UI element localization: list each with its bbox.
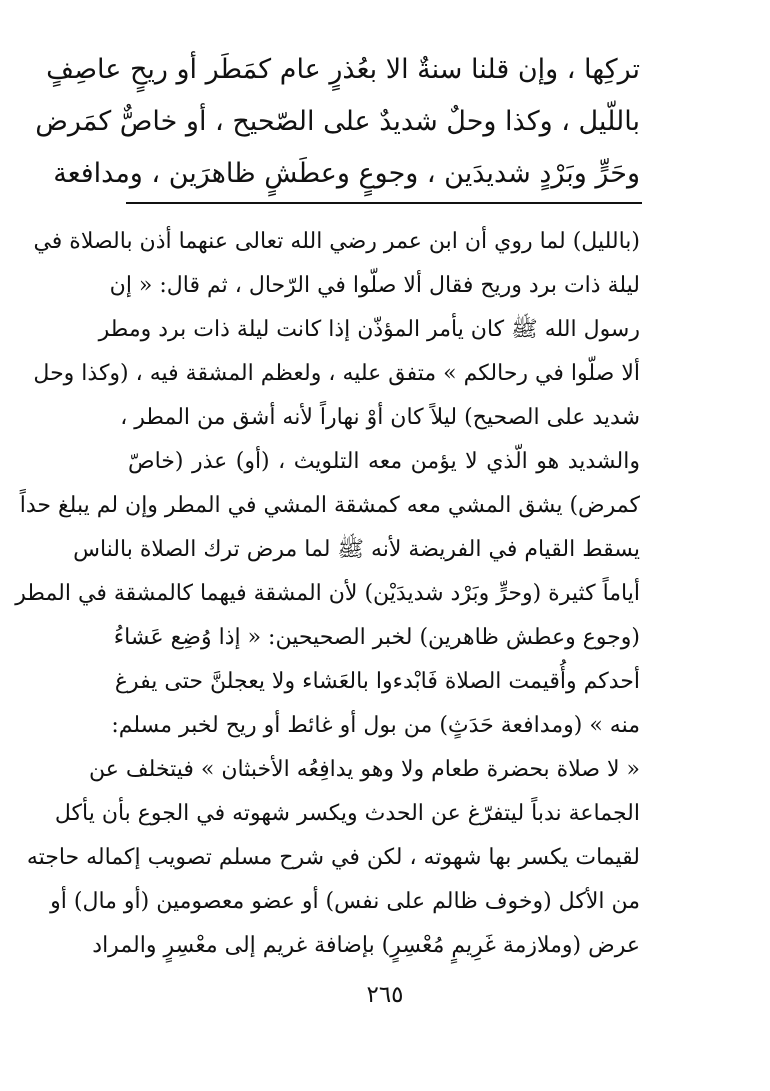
main-text-line: وحَرٍّ وبَرْدٍ شديدَين ، وجوعٍ وعطَشٍ ظاهرَين ، ومدافعة xyxy=(53,158,640,189)
commentary-line: عرض (وملازمة غَرِيمٍ مُعْسِرٍ) بإضافة غريم إلى معْسِرٍ والمراد xyxy=(92,933,640,958)
commentary-line: الجماعة ندباً ليتفرّغ عن الحدث ويكسر شهوته في الجوع بأن يأكل xyxy=(54,801,640,826)
commentary-line: ألا صلّوا في رحالكم » متفق عليه ، ولعظم المشقة فيه ، (وكذا وحل xyxy=(33,361,640,386)
commentary-line: أياماً كثيرة (وحرٍّ وبَرْد شديدَيْن) لأن المشقة فيهما كالمشقة في المطر xyxy=(15,581,640,606)
commentary-line: شديد على الصحيح) ليلاً كان أوْ نهاراً لأنه أشق من المطر ، xyxy=(120,405,640,430)
commentary-line: من الأكل (وخوف ظالم على نفس) أو عضو معصومين (أو مال) أو xyxy=(50,889,640,914)
commentary-line: (بالليل) لما روي أن ابن عمر رضي الله تعالى عنهما أذن بالصلاة في xyxy=(33,229,640,254)
commentary-line: رسول الله ﷺ كان يأمر المؤذّن إذا كانت ليلة ذات برد ومطر xyxy=(98,317,640,342)
commentary-line: كمرض) يشق المشي معه كمشقة المشي في المطر وإن لم يبلغ حداً xyxy=(19,493,640,518)
separator-rule xyxy=(126,202,642,204)
commentary-block xyxy=(15,220,640,968)
commentary-line: لقيمات يكسر بها شهوته ، لكن في شرح مسلم تصويب إكماله حاجته xyxy=(26,845,640,870)
commentary-line: والشديد هو الّذي لا يؤمن معه التلويث ، (أو) عذر (خاصّ xyxy=(128,449,640,474)
commentary-line: « لا صلاة بحضرة طعام ولا وهو يدافِعُه الأخبثان » فيتخلف عن xyxy=(88,757,640,782)
commentary-line: ليلة ذات برد وريح فقال ألا صلّوا في الرّحال ، ثم قال: « إن xyxy=(109,273,640,298)
main-text-line: تركِها ، وإن قلنا سنةٌ الا بعُذرٍ عام كمَطَر أو ريحٍ عاصِفٍ xyxy=(46,54,640,85)
main-text-line: باللّيل ، وكذا وحلٌ شديدٌ على الصّحيح ، أو خاصٌّ كمَرض xyxy=(35,106,640,137)
main-text-block xyxy=(35,44,640,200)
commentary-line: يسقط القيام في الفريضة لأنه ﷺ لما مرض ترك الصلاة بالناس xyxy=(73,537,640,562)
page-number: ٢٦٥ xyxy=(366,982,404,1008)
commentary-line: (وجوع وعطش ظاهرين) لخبر الصحيحين: « إذا وُضِع عَشاءُ xyxy=(113,625,640,650)
commentary-line: منه » (ومدافعة حَدَثٍ) من بول أو غائط أو ريح لخبر مسلم: xyxy=(111,713,640,738)
commentary-line: أحدكم وأُقيمت الصلاة فَابْدءوا بالعَشاء ولا يعجلنَّ حتى يفرغ xyxy=(114,669,640,694)
